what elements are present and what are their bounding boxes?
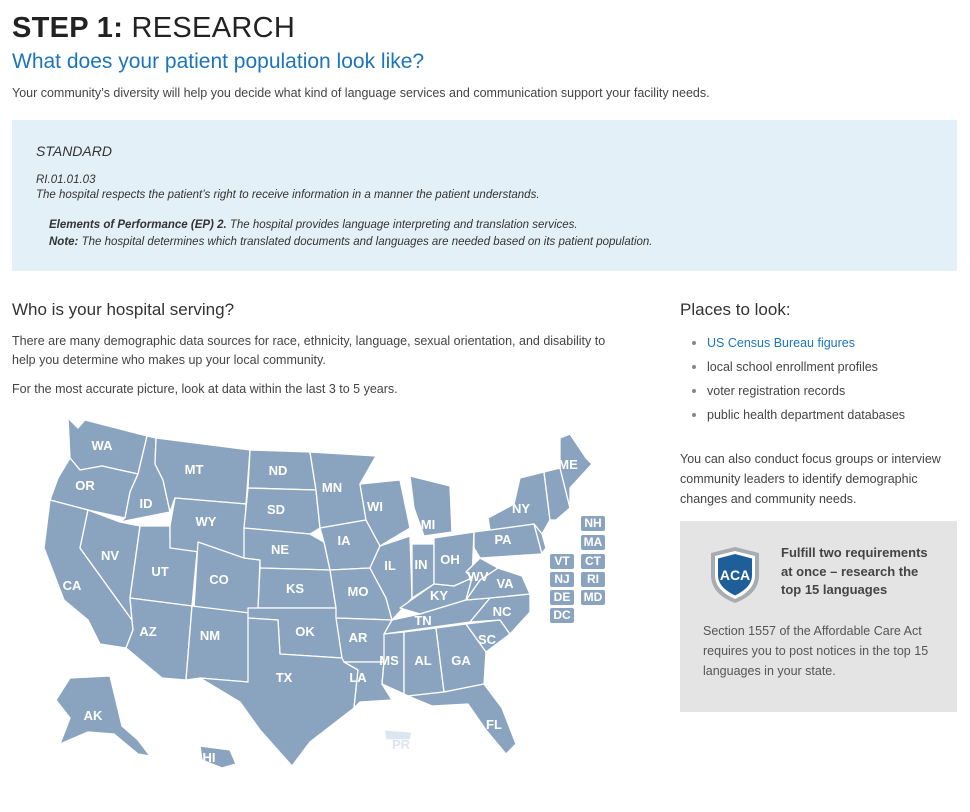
intro-text: Your community’s diversity will help you decide what kind of language services and communication support your facility needs. [12,86,710,100]
aca-callout [680,521,957,712]
label-in: IN [414,557,428,572]
serving-paragraph-1: There are many demographic data sources for race, ethnicity, language, sexual orientation, and disability to help you determine who makes up your local community. [12,334,606,367]
label-az: AZ [139,624,157,639]
label-me: ME [558,457,578,472]
label-ia: IA [337,533,351,548]
label-nd: ND [268,463,288,478]
aca-heading: Fulfill two requirements at once – research the top 15 languages [781,545,928,597]
label-co: CO [209,572,229,587]
label-tx: TX [275,670,293,685]
note-text: The hospital determines which translated documents and languages are needed based on its patient population. [78,236,653,248]
standard-text: The hospital respects the patient’s right to receive information in a manner the patient understands. [36,189,540,201]
places-item: voter registration records [692,379,960,403]
page-subtitle: What does your patient population look like? [12,50,425,73]
state-az[interactable] [126,598,192,680]
aca-badge-text: ACA [719,567,751,583]
places-section [680,300,960,509]
places-item: public health department databases [692,403,960,427]
label-ks: KS [285,581,305,596]
label-sd: SD [266,502,286,517]
standard-code: RI.01.01.03 [36,174,96,186]
state-box-md[interactable]: MD [581,590,605,605]
label-ak: AK [83,708,103,723]
label-la: LA [349,670,367,685]
places-title: Places to look: [680,300,791,319]
state-nm[interactable] [186,606,258,682]
us-map-svg [30,408,620,770]
state-box-dc[interactable]: DC [550,608,574,623]
serving-section [12,300,612,409]
ep-label: Elements of Performance (EP) 2. [49,219,227,231]
label-or: OR [75,478,95,493]
label-va: VA [496,576,514,591]
label-ut: UT [151,564,169,579]
census-link[interactable]: US Census Bureau figures [707,336,855,350]
label-hi: HI [202,750,216,765]
label-ny: NY [511,501,531,516]
label-nv: NV [100,548,120,563]
label-nm: NM [199,628,221,643]
label-wv: WV [467,569,489,584]
label-mo: MO [347,584,369,599]
label-nc: NC [492,604,512,619]
aca-shield-icon [708,545,762,605]
label-pr: PR [391,737,411,752]
serving-paragraph-2: For the most accurate picture, look at data within the last 3 to 5 years. [12,382,398,396]
label-wa: WA [91,438,113,453]
label-ca: CA [62,578,82,593]
state-box-ma[interactable]: MA [581,535,605,550]
label-ga: GA [451,653,471,668]
serving-title: Who is your hospital serving? [12,300,235,319]
label-mn: MN [321,480,343,495]
state-ak[interactable] [56,676,150,756]
label-ne: NE [270,542,290,557]
label-sc: SC [477,632,497,647]
places-item-census [692,331,960,355]
state-box-de[interactable]: DE [550,590,574,605]
label-ok: OK [295,624,315,639]
standard-box [12,120,957,271]
label-al: AL [414,653,432,668]
us-map [30,408,620,770]
label-id: ID [139,496,153,511]
standard-heading: STANDARD [36,143,112,159]
label-wy: WY [195,514,217,529]
label-tn: TN [414,613,432,628]
places-item: local school enrollment profiles [692,355,960,379]
ep-block [36,217,933,251]
label-il: IL [384,558,396,573]
places-list [692,331,960,427]
label-ar: AR [348,630,368,645]
label-mi: MI [420,517,436,532]
aca-text: Section 1557 of the Affordable Care Act requires you to post notices in the top 15 languages in your state. [703,624,929,678]
label-pa: PA [494,532,512,547]
focus-groups-text: You can also conduct focus groups or interview community leaders to identify demographic changes and community needs. [680,452,941,506]
state-box-ct[interactable]: CT [581,554,605,569]
page-title: STEP 1: RESEARCH [12,12,296,44]
label-wi: WI [367,499,383,514]
state-box-nh[interactable]: NH [581,516,605,531]
label-fl: FL [486,717,502,732]
note-label: Note: [49,236,79,248]
label-ky: KY [429,588,449,603]
label-oh: OH [440,552,460,567]
state-box-ri[interactable]: RI [581,572,605,587]
ep-text: The hospital provides language interpreting and translation services. [226,219,578,231]
label-ms: MS [379,653,399,668]
state-box-vt[interactable]: VT [550,554,574,569]
label-mt: MT [184,462,204,477]
state-box-nj[interactable]: NJ [550,572,574,587]
